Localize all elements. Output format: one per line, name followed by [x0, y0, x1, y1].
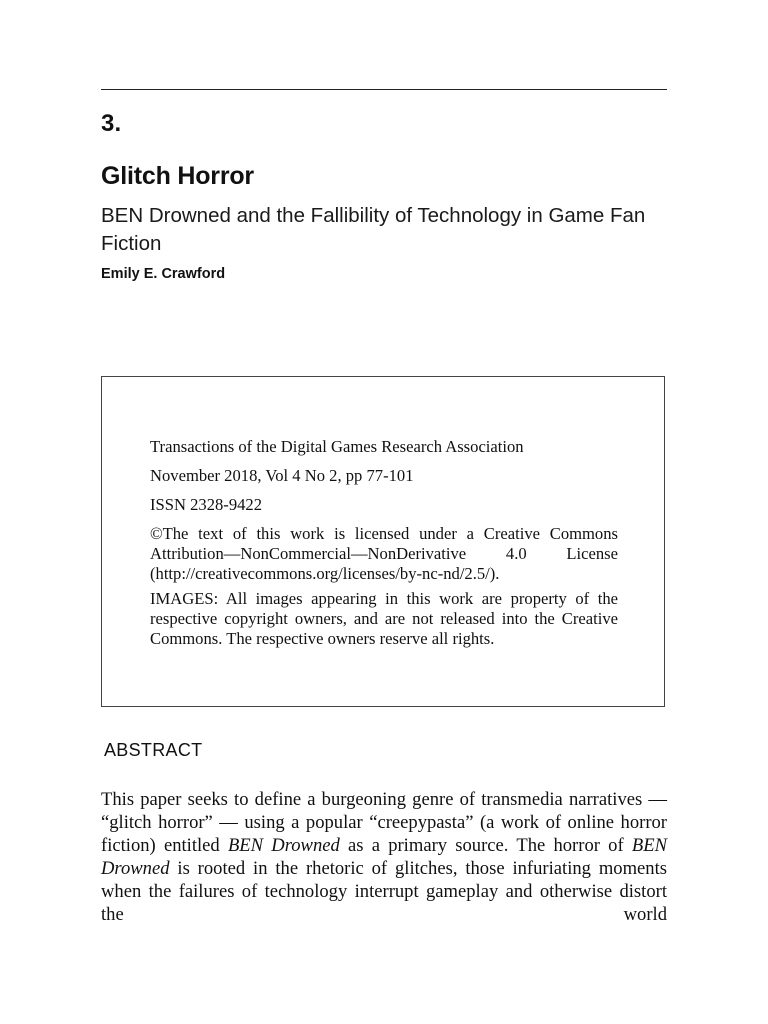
publication-info [150, 437, 618, 654]
top-rule [101, 89, 667, 90]
author-name: Emily E. Crawford [101, 266, 226, 282]
journal-name: Transactions of the Digital Games Research Association [150, 437, 524, 456]
abstract-italic-title: BEN Drowned [101, 835, 667, 879]
chapter-title: Glitch Horror [101, 162, 254, 190]
issue-info: November 2018, Vol 4 No 2, pp 77-101 [150, 466, 414, 485]
abstract-text-part: This paper seeks to define a burgeoning genre of transmedia narratives — “glitch horror” — using a popular “creepypasta” (a work of online horror fiction) entitled [101, 789, 667, 856]
issn: ISSN 2328-9422 [150, 495, 263, 514]
chapter-subtitle: BEN Drowned and the Fallibility of Technology in Game Fan Fiction [101, 204, 646, 255]
images-notice: IMAGES: All images appearing in this work are property of the respective copyright owners, and are not released into the Creative Commons. The respective owners reserve all rights. [150, 589, 618, 648]
abstract-heading: ABSTRACT [104, 740, 203, 760]
abstract-text [101, 788, 667, 926]
abstract-text-part: is rooted in the rhetoric of glitches, those infuriating moments when the failures of technology interrupt gameplay and otherwise distort the world [101, 858, 667, 925]
abstract-text-part: as a primary source. The horror of [339, 835, 632, 856]
chapter-number: 3. [101, 110, 122, 137]
abstract-italic-title: BEN Drowned [227, 835, 340, 856]
publication-info-box [101, 376, 665, 707]
license-notice: ©The text of this work is licensed under a Creative Commons Attribution—NonCommercial—NonDerivative 4.0 License (http://creativecommons.org/licenses/by-nc-nd/2.5/). [150, 524, 618, 583]
